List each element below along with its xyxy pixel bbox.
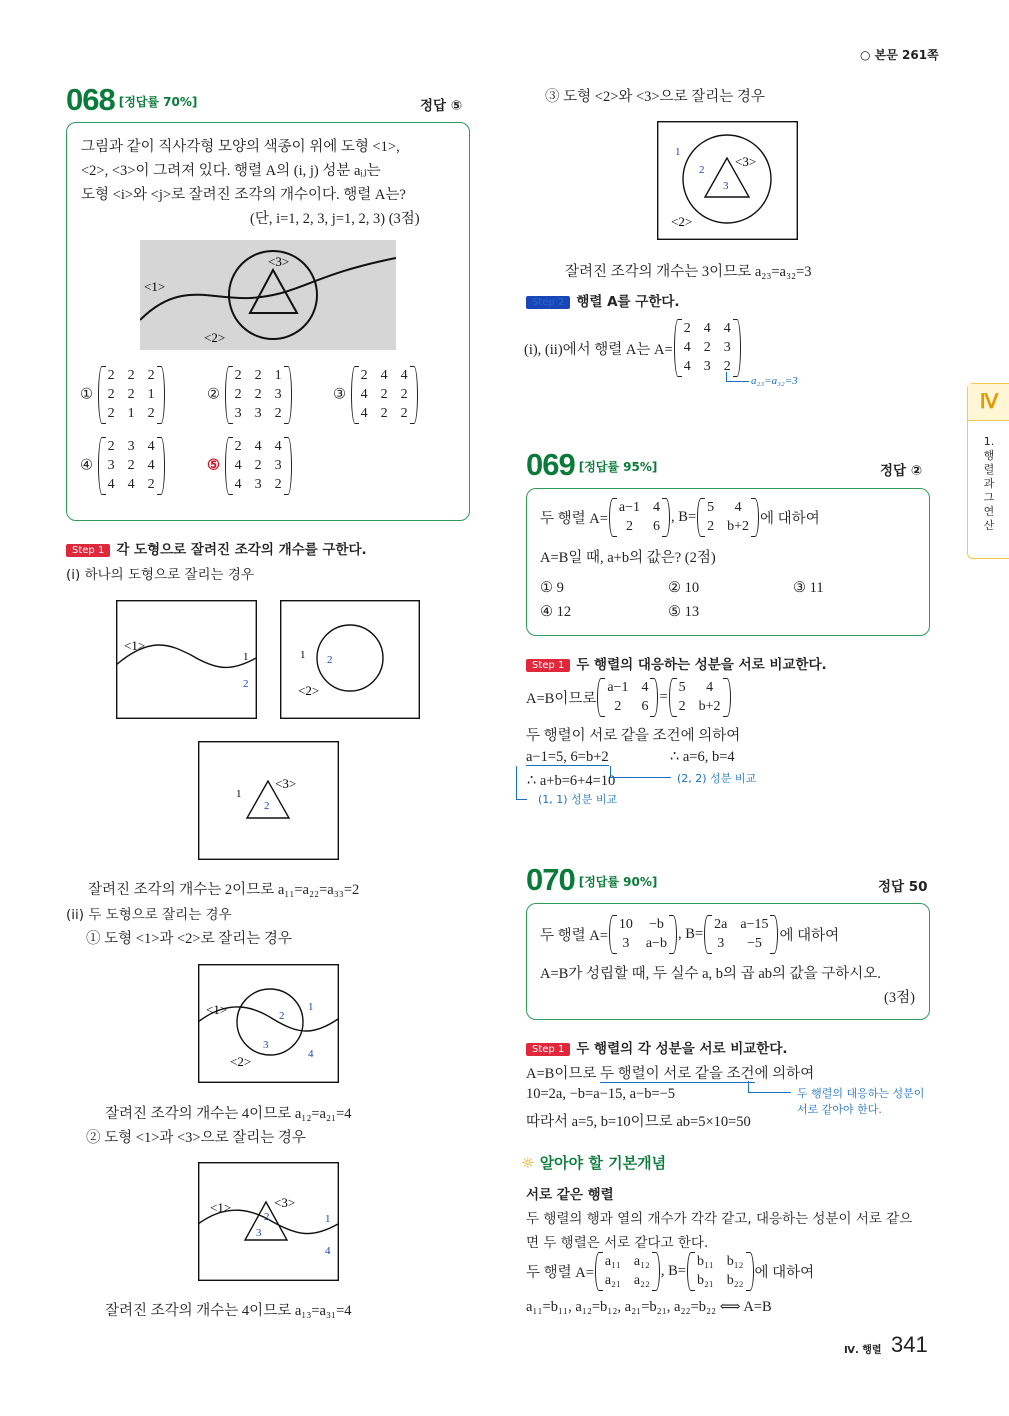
piece-number: 2 bbox=[327, 654, 333, 666]
choice-number: ② bbox=[207, 386, 220, 403]
piece-number: 2 bbox=[264, 800, 270, 812]
choice-1[interactable] bbox=[80, 366, 166, 424]
figure-label: <1> bbox=[144, 279, 166, 294]
matrix-grid bbox=[108, 368, 155, 422]
matrix-cell: 2 bbox=[107, 439, 115, 454]
piece-number: 2 bbox=[279, 1010, 285, 1022]
choice-5[interactable] bbox=[207, 437, 293, 495]
annotation-line: 두 행렬의 대응하는 성분이 bbox=[797, 1087, 925, 1100]
matrix-cell: 2 bbox=[380, 387, 388, 402]
piece-number: 4 bbox=[325, 1245, 331, 1257]
matrix-grid bbox=[679, 680, 721, 715]
matrix-cell: −5 bbox=[746, 936, 762, 951]
matrix-cell: 5 bbox=[678, 680, 686, 695]
matrix-cell: 4 bbox=[653, 500, 661, 515]
choice-matrix bbox=[224, 437, 293, 495]
problem-number: 068 bbox=[66, 82, 115, 117]
matrix-cell: 3 bbox=[127, 439, 135, 454]
choice-4[interactable]: ④ 12 bbox=[540, 604, 572, 620]
matrix-a bbox=[596, 678, 659, 717]
matrix-grid bbox=[619, 917, 667, 952]
question-line bbox=[540, 915, 839, 954]
question-line: 도형 <i>와 <j>로 잘려진 조각의 개수이다. 행렬 A는? bbox=[81, 187, 406, 203]
matrix-cell: b₂₁ bbox=[697, 1273, 714, 1288]
matrix-cell: 5 bbox=[707, 500, 715, 515]
matrix-grid bbox=[607, 680, 648, 715]
matrix-grid bbox=[697, 1254, 744, 1289]
matrix-cell: 1 bbox=[147, 387, 155, 402]
solution-answer: ∴ a+b=6+4=10 bbox=[527, 773, 616, 789]
choice-matrix bbox=[224, 366, 293, 424]
figure-shape-2 bbox=[280, 600, 420, 719]
matrix-cell: 4 bbox=[360, 387, 368, 402]
matrix-cell: 3 bbox=[274, 387, 282, 402]
annotation-line: 서로 같아야 한다. bbox=[797, 1103, 882, 1116]
matrix-cell: 2 bbox=[380, 406, 388, 421]
matrix-cell: 4 bbox=[147, 439, 155, 454]
matrix-cell: 3 bbox=[107, 458, 115, 473]
matrix-cell: 4 bbox=[723, 321, 731, 336]
matrix-grid bbox=[619, 500, 660, 535]
piece-number: 1 bbox=[675, 146, 681, 158]
matrix-grid bbox=[235, 439, 282, 493]
matrix-cell: 2 bbox=[683, 321, 691, 336]
matrix-cell: 4 bbox=[703, 321, 711, 336]
matrix-cell: b₁₁ bbox=[697, 1254, 714, 1269]
choice-number: ④ bbox=[80, 457, 93, 474]
page-number: 341 bbox=[891, 1332, 928, 1357]
lightbulb-icon: ☼ bbox=[521, 1154, 535, 1172]
matrix-cell: 4 bbox=[400, 368, 408, 383]
matrix-cell: 4 bbox=[234, 477, 242, 492]
matrix-cell: b₁₂ bbox=[726, 1254, 744, 1269]
matrix-b bbox=[668, 678, 732, 717]
step-badge: Step 1 bbox=[526, 659, 570, 672]
answer-label: 정답 50 bbox=[878, 879, 928, 895]
matrix-cell: 2 bbox=[625, 519, 633, 534]
question-text: 두 행렬 A= bbox=[540, 511, 608, 527]
figure-label: <1> bbox=[206, 1002, 228, 1017]
choice-3[interactable]: ③ 11 bbox=[793, 580, 824, 596]
subcase-result: 잘려진 조각의 개수는 4이므로 a₁₃=a₃₁=4 bbox=[105, 1303, 352, 1319]
matrix-cell: 4 bbox=[641, 680, 649, 695]
correct-rate: [정답률 70%] bbox=[118, 95, 198, 109]
matrix-b bbox=[696, 498, 760, 537]
footer-chapter: Ⅳ. 행렬 bbox=[844, 1345, 882, 1356]
matrix-cell: 2 bbox=[400, 387, 408, 402]
answer-label: 정답 ② bbox=[880, 463, 923, 479]
annotation-arrow bbox=[726, 372, 749, 382]
matrix-cell: 2 bbox=[127, 368, 135, 383]
matrix-cell: 4 bbox=[274, 439, 282, 454]
equations: a−1=5, 6=b+2 bbox=[526, 749, 609, 765]
matrix-cell: 3 bbox=[622, 936, 630, 951]
matrix-cell: 2 bbox=[400, 406, 408, 421]
concept-conclusion: a₁₁=b₁₁, a₁₂=b₁₂, a₂₁=b₂₁, a₂₂=b₂₂ ⟺ A=B bbox=[526, 1299, 772, 1315]
piece-number: 1 bbox=[243, 651, 249, 663]
matrix-grid bbox=[605, 1254, 650, 1289]
figure-label: <1> bbox=[124, 638, 146, 653]
matrix-cell: 6 bbox=[653, 519, 661, 534]
matrix-b bbox=[703, 915, 779, 954]
figure-label: <3> bbox=[274, 1195, 296, 1210]
concept-text: 면 두 행렬은 서로 같다고 한다. bbox=[526, 1235, 709, 1251]
figure-shape-3 bbox=[198, 741, 339, 860]
solution-line bbox=[526, 749, 609, 766]
matrix-cell: 3 bbox=[703, 359, 711, 374]
concept-title-text: 알아야 할 기본개념 bbox=[539, 1154, 667, 1172]
concept-title bbox=[521, 1152, 666, 1173]
matrix-cell: a−1 bbox=[618, 500, 641, 515]
matrix-grid bbox=[361, 368, 408, 422]
choice-matrix bbox=[350, 366, 419, 424]
matrix-cell: 3 bbox=[254, 406, 262, 421]
piece-number: 1 bbox=[325, 1213, 331, 1225]
matrix-cell: 1 bbox=[274, 368, 282, 383]
concept-text: 에 대하여 bbox=[754, 1265, 815, 1281]
choice-1[interactable]: ① 9 bbox=[540, 580, 564, 596]
final-matrix bbox=[673, 319, 742, 377]
question-line: 그림과 같이 직사각형 모양의 색종이 위에 도형 <1>, bbox=[81, 139, 400, 155]
annotation-arrow bbox=[516, 766, 527, 800]
annotation-note: (2, 2) 성분 비교 bbox=[677, 772, 757, 785]
chapter-roman: Ⅳ bbox=[968, 384, 1009, 421]
choice-number: ① bbox=[80, 386, 93, 403]
matrix-cell: 2 bbox=[127, 458, 135, 473]
matrix-cell: 2 bbox=[703, 340, 711, 355]
solution-text: A=B이므로 bbox=[526, 1066, 600, 1082]
matrix-cell: 2 bbox=[127, 387, 135, 402]
matrix-cell: a₂₁ bbox=[604, 1273, 621, 1288]
solution-answer: 따라서 a=5, b=10이므로 ab=5×10=50 bbox=[526, 1114, 751, 1130]
question-line: A=B일 때, a+b의 값은? (2점) bbox=[540, 550, 716, 566]
step1-heading bbox=[526, 653, 827, 673]
matrix-cell: a−15 bbox=[740, 917, 769, 932]
matrix-cell: 4 bbox=[107, 477, 115, 492]
concept-text: 두 행렬 A= bbox=[526, 1265, 594, 1281]
annotation-note bbox=[797, 1086, 924, 1118]
piece-number: 4 bbox=[308, 1048, 314, 1060]
matrix-cell: 2 bbox=[234, 387, 242, 402]
final-text: (i), (ii)에서 행렬 A는 A= bbox=[524, 341, 673, 358]
matrix-cell: 1 bbox=[127, 406, 135, 421]
matrix-cell: 2 bbox=[147, 368, 155, 383]
solution-line: 두 행렬이 서로 같을 조건에 의하여 bbox=[526, 728, 741, 744]
choice-matrix bbox=[97, 437, 166, 495]
matrix-cell: a−1 bbox=[607, 680, 629, 695]
step-badge: Step 2 bbox=[526, 296, 570, 309]
matrix-cell: 2 bbox=[107, 387, 115, 402]
matrix-cell: a₁₁ bbox=[604, 1254, 621, 1269]
case-result: 잘려진 조각의 개수는 2이므로 a₁₁=a₂₂=a₃₃=2 bbox=[88, 882, 360, 898]
piece-number: 3 bbox=[263, 1039, 269, 1051]
figure-label: <2> bbox=[204, 330, 226, 345]
step-title: 두 행렬의 대응하는 성분을 서로 비교한다. bbox=[576, 657, 827, 673]
annotation-arrow bbox=[610, 766, 671, 778]
matrix-a bbox=[608, 915, 678, 954]
concept-equation bbox=[526, 1252, 814, 1291]
concept-text: , B= bbox=[660, 1263, 686, 1279]
matrix-cell: 4 bbox=[234, 458, 242, 473]
matrix-cell: b+2 bbox=[727, 519, 750, 534]
solution-line bbox=[526, 678, 732, 717]
page-reference-text: 본문 261쪽 bbox=[874, 48, 939, 62]
matrix-cell: 3 bbox=[717, 936, 725, 951]
problem-number: 070 bbox=[526, 862, 575, 897]
step-badge: Step 1 bbox=[526, 1043, 570, 1056]
choice-4[interactable] bbox=[80, 437, 166, 495]
matrix-cell: 4 bbox=[683, 340, 691, 355]
piece-number: 1 bbox=[308, 1001, 314, 1013]
matrix-cell: 3 bbox=[723, 340, 731, 355]
page-reference: ○ 본문 261쪽 bbox=[860, 48, 939, 62]
annotation-arrow bbox=[748, 1081, 791, 1093]
matrix-cell: −b bbox=[649, 917, 664, 932]
matrix-cell: 2 bbox=[678, 699, 686, 714]
choice-number: ③ bbox=[333, 386, 346, 403]
figure-shapes-1-3 bbox=[198, 1162, 339, 1281]
correct-rate: [정답률 95%] bbox=[578, 460, 658, 474]
figure-label: <2> bbox=[671, 214, 693, 229]
choice-5[interactable]: ⑤ 13 bbox=[668, 604, 700, 620]
question-line: <2>, <3>이 그려져 있다. 행렬 A의 (i, j) 성분 aᵢⱼ는 bbox=[81, 163, 381, 179]
piece-number: 3 bbox=[256, 1227, 262, 1239]
matrix-a bbox=[594, 1252, 661, 1291]
figure-shapes-2-3 bbox=[657, 121, 798, 240]
matrix-cell: 3 bbox=[234, 406, 242, 421]
concept-heading: 서로 같은 행렬 bbox=[526, 1187, 614, 1203]
subcase-heading: ① 도형 <1>과 <2>로 잘리는 경우 bbox=[86, 931, 292, 947]
solution-result: ∴ a=6, b=4 bbox=[670, 749, 735, 765]
piece-number: 2 bbox=[264, 1211, 270, 1223]
problem-number: 069 bbox=[526, 447, 575, 482]
matrix-grid bbox=[684, 321, 731, 375]
matrix-cell: a₁₂ bbox=[633, 1254, 650, 1269]
step-badge: Step 1 bbox=[66, 544, 110, 557]
matrix-cell: 2 bbox=[234, 439, 242, 454]
figure-label: <2> bbox=[298, 683, 320, 698]
matrix-cell: 4 bbox=[683, 359, 691, 374]
question-line: A=B가 성립할 때, 두 실수 a, b의 곱 ab의 값을 구하시오. bbox=[540, 966, 881, 982]
underlined-condition: 두 행렬이 서로 같을 조건 bbox=[599, 1066, 755, 1082]
choice-matrix bbox=[97, 366, 166, 424]
matrix-cell: 2 bbox=[107, 406, 115, 421]
piece-number: 2 bbox=[243, 678, 249, 690]
matrix-cell: 2 bbox=[254, 368, 262, 383]
subcase-result: 잘려진 조각의 개수는 4이므로 a₁₂=a₂₁=4 bbox=[105, 1106, 352, 1122]
figure-label: <3> bbox=[275, 776, 297, 791]
step1-heading bbox=[526, 1037, 788, 1057]
step2-heading bbox=[526, 290, 680, 310]
figure-shape-1 bbox=[116, 600, 257, 719]
figure-label: <3> bbox=[268, 254, 290, 269]
matrix-cell: 10 bbox=[618, 917, 633, 932]
choice-2[interactable]: ② 10 bbox=[668, 580, 700, 596]
case-heading: (i) 하나의 도형으로 잘리는 경우 bbox=[66, 567, 254, 583]
matrix-cell: 2 bbox=[274, 406, 282, 421]
figure-label: <2> bbox=[230, 1054, 252, 1069]
figure-label: <1> bbox=[210, 1200, 232, 1215]
matrix-cell: b+2 bbox=[698, 699, 721, 714]
piece-number: 1 bbox=[300, 649, 306, 661]
matrix-cell: 2 bbox=[360, 368, 368, 383]
matrix-cell: 2 bbox=[254, 387, 262, 402]
solution-line: 10=2a, −b=a−15, a−b=−5 bbox=[526, 1086, 676, 1102]
choice-2[interactable] bbox=[207, 366, 293, 424]
choice-number: ⑤ bbox=[207, 457, 220, 474]
question-line bbox=[540, 498, 820, 537]
matrix-cell: 3 bbox=[274, 458, 282, 473]
matrix-cell: a−b bbox=[645, 936, 668, 951]
answer-label: 정답 ⑤ bbox=[420, 98, 463, 114]
matrix-cell: 2 bbox=[107, 368, 115, 383]
correct-rate: [정답률 90%] bbox=[578, 875, 658, 889]
matrix-cell: 2 bbox=[274, 477, 282, 492]
concept-text: 두 행렬의 행과 열의 개수가 각각 같고, 대응하는 성분이 서로 같으 bbox=[526, 1211, 913, 1227]
piece-number: 1 bbox=[236, 788, 242, 800]
matrix-cell: 4 bbox=[734, 500, 742, 515]
problem-069-header bbox=[526, 447, 657, 483]
matrix-cell: 4 bbox=[360, 406, 368, 421]
matrix-cell: 6 bbox=[641, 699, 649, 714]
step-title: 각 도형으로 잘려진 조각의 개수를 구한다. bbox=[116, 542, 367, 558]
annotation-note: (1, 1) 성분 비교 bbox=[538, 793, 618, 806]
problem-068-header bbox=[66, 82, 197, 118]
matrix-cell: 2 bbox=[723, 359, 731, 374]
final-matrix-line bbox=[524, 319, 742, 377]
solution-text: 에 의하여 bbox=[754, 1066, 815, 1082]
piece-number: 2 bbox=[699, 164, 705, 176]
matrix-cell: 2 bbox=[147, 406, 155, 421]
matrix-cell: 2 bbox=[234, 368, 242, 383]
matrix-cell: 3 bbox=[254, 477, 262, 492]
subcase-heading: ② 도형 <1>과 <3>으로 잘리는 경우 bbox=[86, 1130, 306, 1146]
problem-figure bbox=[140, 240, 396, 350]
matrix-cell: 4 bbox=[380, 368, 388, 383]
subcase-result: 잘려진 조각의 개수는 3이므로 a₂₃=a₃₂=3 bbox=[565, 264, 812, 280]
question-text: , B= bbox=[678, 926, 704, 942]
matrix-grid bbox=[108, 439, 155, 493]
matrix-a bbox=[608, 498, 671, 537]
equals: = bbox=[659, 689, 668, 705]
solution-line bbox=[526, 1062, 814, 1083]
subcase-heading: ③ 도형 <2>와 <3>으로 잘리는 경우 bbox=[545, 89, 765, 105]
matrix-grid bbox=[707, 500, 749, 535]
question-text: 두 행렬 A= bbox=[540, 928, 608, 944]
matrix-cell: 2 bbox=[614, 699, 622, 714]
piece-number: 3 bbox=[723, 180, 729, 192]
question-points: (3점) bbox=[884, 990, 915, 1006]
case-heading: (ii) 두 도형으로 잘리는 경우 bbox=[66, 907, 232, 923]
solution-text: A=B이므로 bbox=[526, 691, 597, 707]
matrix-cell: 2 bbox=[707, 519, 715, 534]
question-condition: (단, i=1, 2, 3, j=1, 2, 3) (3점) bbox=[250, 211, 420, 227]
step-title: 두 행렬의 각 성분을 서로 비교한다. bbox=[576, 1041, 788, 1057]
matrix-grid bbox=[714, 917, 768, 952]
matrix-cell: 2 bbox=[147, 477, 155, 492]
question-text: 에 대하여 bbox=[779, 928, 840, 944]
chapter-tab[interactable] bbox=[967, 383, 1009, 559]
question-text: 에 대하여 bbox=[760, 511, 820, 527]
step-title: 행렬 A를 구한다. bbox=[576, 294, 680, 310]
matrix-grid bbox=[235, 368, 282, 422]
annotation-note: a₂₃=a₃₂=3 bbox=[751, 375, 798, 387]
figure-label: <3> bbox=[735, 154, 757, 169]
matrix-cell: a₂₂ bbox=[633, 1273, 650, 1288]
problem-070-header bbox=[526, 862, 657, 898]
matrix-cell: 4 bbox=[127, 477, 135, 492]
matrix-cell: b₂₂ bbox=[726, 1273, 744, 1288]
choice-3[interactable] bbox=[333, 366, 419, 424]
step1-heading bbox=[66, 538, 367, 558]
matrix-cell: 2 bbox=[254, 458, 262, 473]
matrix-cell: 4 bbox=[147, 458, 155, 473]
matrix-cell: 4 bbox=[706, 680, 714, 695]
matrix-cell: 2a bbox=[714, 917, 728, 932]
figure-shapes-1-2 bbox=[198, 964, 339, 1083]
question-text: , B= bbox=[671, 509, 697, 525]
matrix-cell: 4 bbox=[254, 439, 262, 454]
matrix-b bbox=[686, 1252, 755, 1291]
chapter-label: 1. 행렬과 그 연산 bbox=[983, 435, 995, 532]
